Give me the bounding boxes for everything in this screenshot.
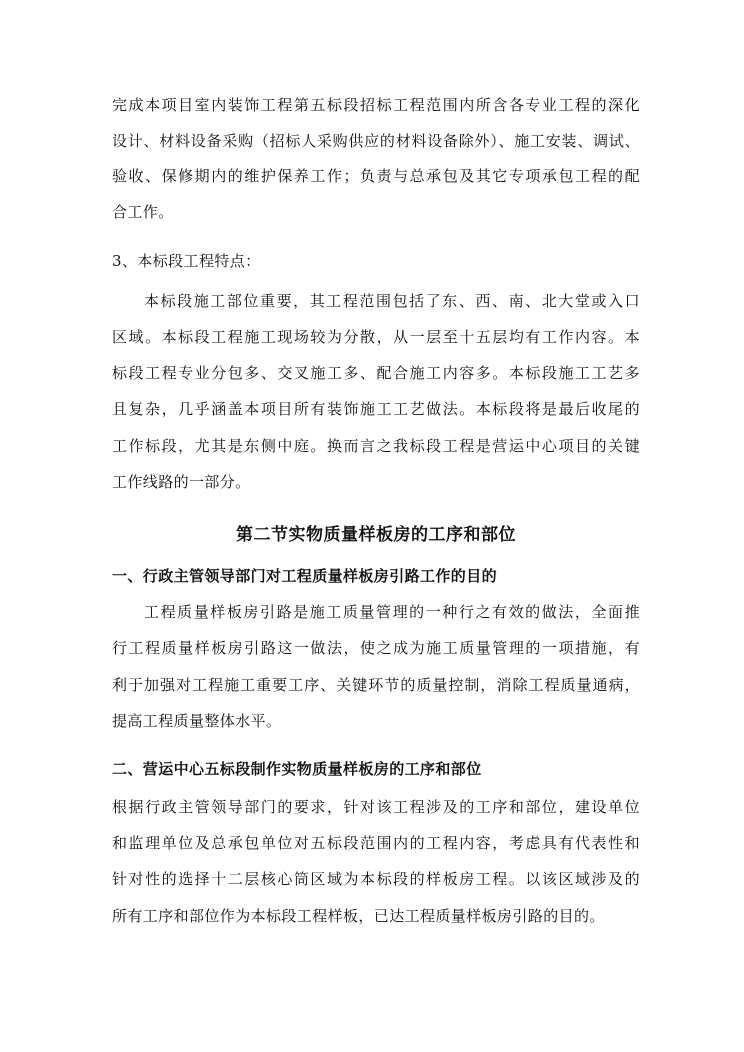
section-title: 第二节实物质量样板房的工序和部位: [236, 525, 516, 545]
intro-line-4: 合工作。: [112, 203, 174, 221]
section3-line-3: 标段工程专业分包多、交叉施工多、配合施工内容多。本标段施工工艺多: [112, 364, 640, 382]
intro-line-1: 完成本项目室内装饰工程第五标段招标工程范围内所含各专业工程的深化: [112, 96, 640, 114]
sub1-heading: 一、行政主管领导部门对工程质量样板房引路工作的目的: [112, 567, 498, 585]
sub1-line-4: 提高工程质量整体水平。: [112, 712, 282, 730]
section3-line-5: 工作标段，尤其是东侧中庭。换而言之我标段工程是营运中心项目的关键: [112, 437, 640, 455]
sub2-line-1: 根据行政主管领导部门的要求，针对该工程涉及的工序和部位，建设单位: [112, 798, 640, 816]
section3-line-2: 区域。本标段工程施工现场较为分散，从一层至十五层均有工作内容。本: [112, 328, 640, 346]
intro-line-3: 验收、保修期内的维护保养工作；负责与总承包及其它专项承包工程的配: [112, 167, 640, 185]
intro-line-2: 设计、材料设备采购（招标人采购供应的材料设备除外）、施工安装、调试、: [112, 132, 640, 150]
sub2-line-3: 针对性的选择十二层核心筒区域为本标段的样板房工程。以该区域涉及的: [112, 870, 640, 888]
sub2-line-2: 和监理单位及总承包单位对五标段范围内的工程内容，考虑具有代表性和: [112, 834, 640, 852]
section3-line-6: 工作线路的一部分。: [112, 473, 251, 491]
sub1-line-2: 行工程质量样板房引路这一做法，使之成为施工质量管理的一项措施，有: [112, 639, 640, 657]
section3-line-4: 且复杂，几乎涵盖本项目所有装饰施工工艺做法。本标段将是最后收尾的: [112, 400, 640, 418]
section3-heading: 3、本标段工程特点：: [112, 252, 261, 270]
sub2-line-4: 所有工序和部位作为本标段工程样板，已达工程质量样板房引路的目的。: [112, 907, 605, 925]
sub2-heading: 二、营运中心五标段制作实物质量样板房的工序和部位: [112, 760, 482, 778]
section3-line-1: 本标段施工部位重要，其工程范围包括了东、西、南、北大堂或入口: [144, 292, 640, 310]
sub1-line-3: 利于加强对工程施工重要工序、关键环节的质量控制，消除工程质量通病，: [112, 676, 640, 694]
sub1-line-1: 工程质量样板房引路是施工质量管理的一种行之有效的做法，全面推: [144, 603, 640, 621]
